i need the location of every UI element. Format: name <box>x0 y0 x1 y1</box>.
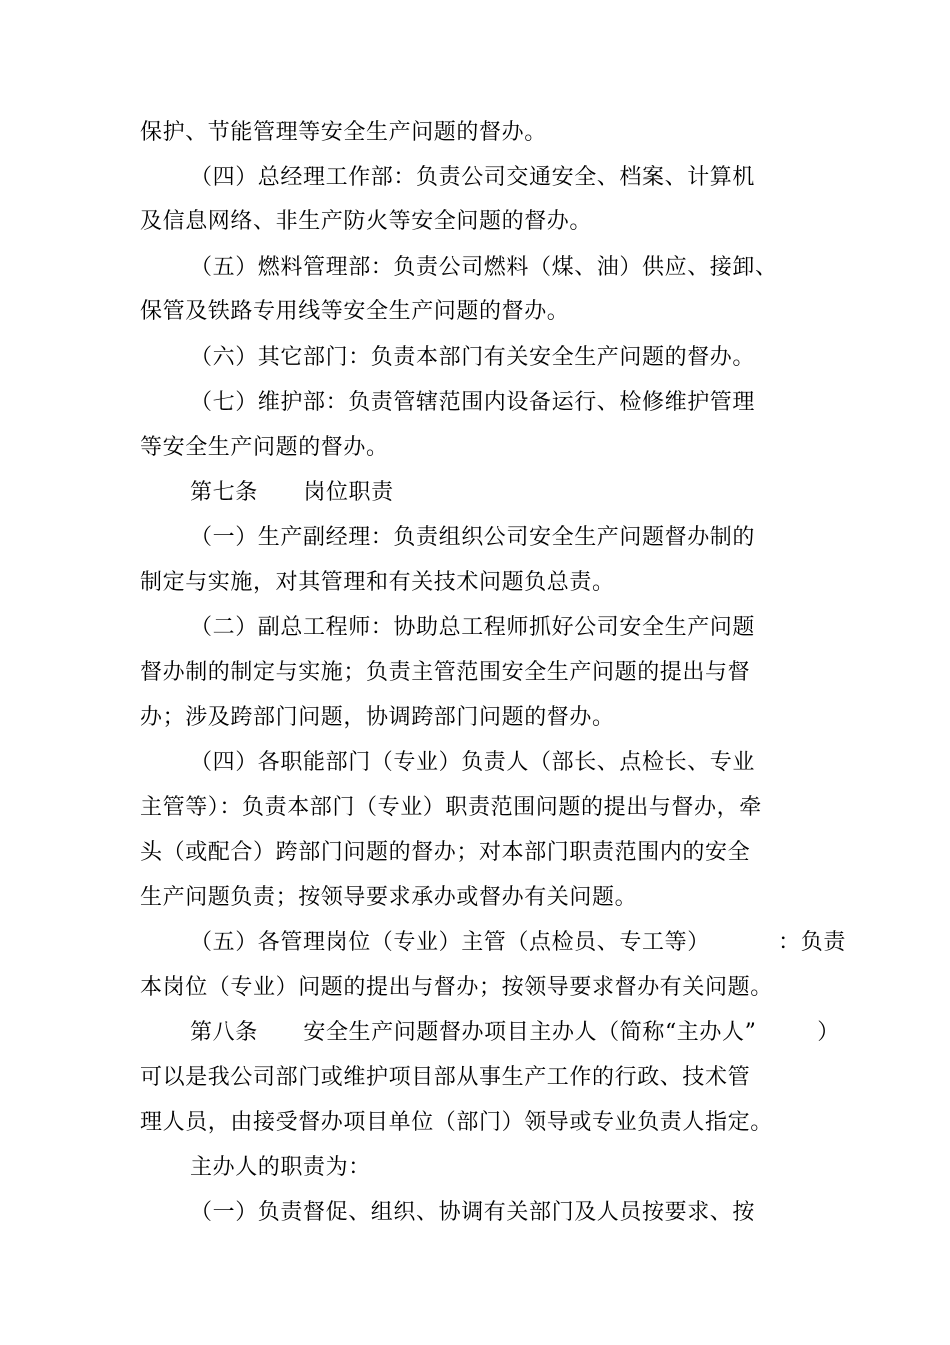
text-line: （一）负责督促、组织、协调有关部门及人员按要求、按 <box>190 1200 756 1225</box>
text-line: （四）总经理工作部：负责公司交通安全、档案、计算机 <box>190 165 756 190</box>
text-line: （五）燃料管理部：负责公司燃料（煤、油）供应、接卸、 <box>190 255 778 280</box>
text-line: 制定与实施，对其管理和有关技术问题负总责。 <box>140 570 615 595</box>
text-line: 及信息网络、非生产防火等安全问题的督办。 <box>140 209 593 234</box>
text-line: 保护、节能管理等安全生产问题的督办。 <box>140 120 547 145</box>
text-line: 督办制的制定与实施；负责主管范围安全生产问题的提出与督 <box>140 660 751 685</box>
text-line: （六）其它部门：负责本部门有关安全生产问题的督办。 <box>190 345 756 370</box>
text-line: （四）各职能部门（专业）负责人（部长、点检长、专业 <box>190 750 756 775</box>
text-line: 生产问题负责；按领导要求承办或督办有关问题。 <box>140 885 638 910</box>
text-line: 保管及铁路专用线等安全生产问题的督办。 <box>140 299 570 324</box>
text-line: （五）各管理岗位（专业）主管（点检员、专工等） ：负责 <box>190 930 846 955</box>
text-line: （七）维护部：负责管辖范围内设备运行、检修维护管理 <box>190 390 756 415</box>
text-line: 本岗位（专业）问题的提出与督办；按领导要求督办有关问题。 <box>140 975 773 1000</box>
text-line: 主办人的职责为： <box>190 1155 371 1180</box>
text-line: （二）副总工程师：协助总工程师抓好公司安全生产问题 <box>190 615 756 640</box>
article-heading: 第八条 安全生产问题督办项目主办人（简称“主办人” ） <box>190 1020 840 1045</box>
text-line: 理人员，由接受督办项目单位（部门）领导或专业负责人指定。 <box>140 1110 773 1135</box>
text-line: 主管等）：负责本部门（专业）职责范围问题的提出与督办，牵 <box>140 795 762 820</box>
article-heading: 第七条 岗位职责 <box>190 480 394 505</box>
text-line: 办；涉及跨部门问题，协调跨部门问题的督办。 <box>140 705 615 730</box>
text-line: 头（或配合）跨部门问题的督办；对本部门职责范围内的安全 <box>140 840 751 865</box>
text-line: 等安全生产问题的督办。 <box>140 435 389 460</box>
text-line: 可以是我公司部门或维护项目部从事生产工作的行政、技术管 <box>140 1065 751 1090</box>
text-line: （一）生产副经理：负责组织公司安全生产问题督办制的 <box>190 525 756 550</box>
